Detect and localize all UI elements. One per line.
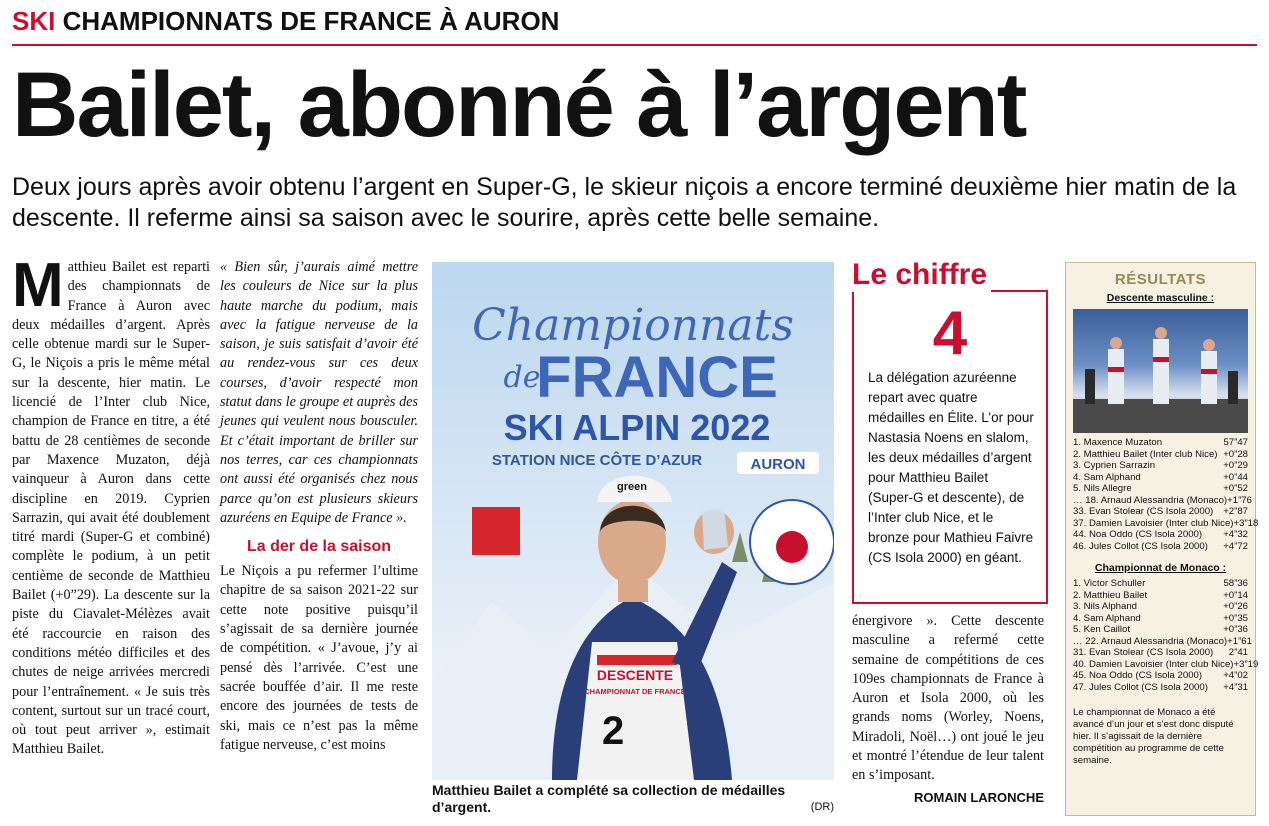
main-photo	[432, 262, 834, 780]
medal-trophy	[702, 507, 728, 550]
section-kicker	[12, 6, 559, 37]
banner-ski-alpin: SKI ALPIN 2022	[503, 407, 771, 448]
chiffre-text: La délégation azuréenne repart avec quatre médailles en Élite. L’or pour Nastasia Noens en slalom, les deux médailles d’argent pour Matthieu Bailet (Super-G et descente), de l’Inter club Nice, et le bronze pour Mathieu Faivre (CS Isola 2000) en géant.	[868, 370, 1034, 565]
skier-podium-illustration	[432, 262, 834, 780]
results-list-descente	[1073, 437, 1259, 552]
bib-championnat: CHAMPIONNAT DE FRANCE	[584, 687, 686, 696]
kicker-ski: SKI	[12, 6, 56, 36]
result-time: +0”28	[1223, 448, 1248, 460]
result-time: +4”32	[1223, 529, 1248, 540]
result-row	[1073, 613, 1248, 625]
result-time: 57”47	[1223, 437, 1248, 448]
result-row	[1073, 506, 1248, 518]
result-row	[1073, 460, 1248, 472]
photo-credit: (DR)	[810, 801, 834, 813]
result-name: 4. Sam Alphand	[1073, 471, 1141, 483]
result-name: 3. Nils Alphand	[1073, 601, 1137, 612]
cap-text: green	[617, 481, 647, 493]
result-time: +4”02	[1223, 670, 1248, 681]
headline: Bailet, abonné à l’argent	[12, 54, 1026, 156]
header-rule	[12, 44, 1257, 46]
results-note: Le championnat de Monaco a été avancé d’un jour et s’est donc disputé hier. Il s’agissait de la dernière compétition au programme de cette semaine.	[1073, 707, 1234, 766]
result-name: 44. Noa Oddo (CS Isola 2000)	[1073, 529, 1203, 540]
result-name: 2. Matthieu Bailet (Inter club Nice)	[1073, 448, 1218, 460]
result-name: 47. Jules Collot (CS Isola 2000)	[1073, 681, 1208, 693]
results-section-descente: Descente masculine :	[1106, 292, 1215, 304]
banner-station: STATION NICE CÔTE D’AZUR	[491, 452, 703, 469]
result-row	[1073, 590, 1248, 602]
banner-france: FRANCE	[536, 345, 778, 410]
banner-de: de	[503, 360, 541, 395]
result-row	[1073, 601, 1248, 613]
subhead: La der de la saison	[246, 538, 392, 556]
results-section-monaco: Championnat de Monaco :	[1094, 562, 1227, 574]
result-row	[1073, 658, 1259, 671]
result-time: +1”61	[1227, 635, 1252, 647]
result-row	[1073, 682, 1248, 694]
banner-auron: AURON	[750, 456, 806, 473]
result-time: +4”72	[1223, 540, 1248, 552]
result-time: +1”76	[1227, 494, 1252, 506]
result-time: +2”87	[1223, 506, 1248, 517]
result-row	[1073, 494, 1252, 507]
article-text-4: énergivore ». Cette descente masculine a refermé cette semaine de compétitions de ces 109es championnats de France à Auron et Isola 2000, où les grands noms (Worley, Noens, Miradoli, Noël…) ont joué le jeu et montré l’étendue de leur talent en s’imposant.	[852, 613, 1044, 784]
result-name: 31. Evan Stolear (CS Isola 2000)	[1073, 647, 1214, 658]
result-row	[1073, 647, 1248, 659]
results-title: RÉSULTATS	[1114, 271, 1207, 288]
chiffre-box	[852, 290, 1048, 604]
result-row	[1073, 472, 1248, 484]
result-name: 5. Nils Allegre	[1073, 483, 1132, 494]
result-row	[1073, 635, 1252, 648]
article-column-2	[220, 258, 418, 755]
result-time: +0”36	[1223, 624, 1248, 635]
result-time: +0”44	[1223, 471, 1248, 483]
result-name: 5. Ken Caillot	[1073, 624, 1131, 635]
result-name: 40. Damien Lavoisier (Inter club Nice)	[1073, 658, 1234, 670]
result-name: 37. Damien Lavoisier (Inter club Nice)	[1073, 517, 1234, 529]
result-name: 46. Jules Collot (CS Isola 2000)	[1073, 540, 1208, 552]
caption-text: Matthieu Bailet a complété sa collection de médailles d’argent.	[432, 782, 786, 815]
podium-photo	[1073, 309, 1248, 433]
result-row	[1073, 449, 1248, 461]
result-time: +4”31	[1223, 681, 1248, 693]
chiffre-title: Le chiffre	[852, 258, 991, 292]
result-name: 45. Noa Oddo (CS Isola 2000)	[1073, 670, 1203, 681]
result-row	[1073, 670, 1248, 682]
result-row	[1073, 517, 1259, 530]
result-name: … 18. Arnaud Alessandria (Monaco)	[1073, 494, 1228, 506]
result-name: 33. Evan Stolear (CS Isola 2000)	[1073, 506, 1214, 517]
article-text-1: atthieu Bailet est reparti des championnats de France à Auron avec deux médailles d’argent. Après celle obtenue mardi sur le Super-G, le Niçois a pris le même métal sur la descente, hier matin. Le licencié de l’Inter club Nice, champion de France en titre, a été battu de 28 centièmes de seconde par Maxence Muzaton, déjà vainqueur à Auron dans cette discipline en 2019. Cyprien Sarrazin, qui avait été doublement titré mardi (Super-G et combiné) complète le podium, à un petit centième de seconde de Matthieu Bailet (+0”29). La descente sur la piste du Ciavalet-Mélèzes avait été raccourcie en raison des conditions météo difficiles et des chutes de neige arrivées mercredi pour l’entraînement. « Je suis très content, surtout sur un tracé court, où tout peut arriver », estimait Matthieu Bailet.	[12, 259, 210, 758]
result-name: 3. Cyprien Sarrazin	[1073, 460, 1156, 471]
result-row	[1073, 578, 1248, 590]
result-row	[1073, 483, 1248, 495]
bib-number: 2	[602, 709, 625, 753]
article-column-1	[12, 251, 210, 760]
result-name: 4. Sam Alphand	[1073, 612, 1141, 624]
quote-text: « Bien sûr, j’aurais aimé mettre les couleurs de Nice sur la plus haute marche du podium, mais avec la fatigue nerveuse de la saison, je suis satisfait d’avoir été au rendez-vous sur ces deux courses, d’avoir respecté mon statut dans le groupe et auprès des jeunes qui veulent nous bousculer. Et c’était important de briller sur nos terres, car ces championnats ont aussi été organisés chez nous parce qu’on est plusieurs skieurs azuréens en Equipe de France ».	[220, 259, 418, 526]
result-time: +0”26	[1223, 601, 1248, 612]
chiffre-number: 4	[932, 299, 968, 368]
standfirst: Deux jours après avoir obtenu l’argent en Super-G, le skieur niçois a encore terminé deuxième hier matin de la descente. Il referme ainsi sa saison avec le sourire, après cette belle semaine.	[12, 173, 1237, 232]
result-time: +0”35	[1223, 612, 1248, 624]
results-list-monaco	[1073, 578, 1259, 693]
banner-championnats: Championnats	[472, 300, 794, 351]
result-time: +3”18	[1233, 517, 1259, 529]
result-name: … 22. Arnaud Alessandria (Monaco)	[1073, 635, 1228, 647]
result-time: 2”41	[1228, 647, 1248, 658]
kicker-title: CHAMPIONNATS DE FRANCE À AURON	[62, 6, 560, 36]
photo-caption	[432, 782, 834, 816]
result-name: 2. Matthieu Bailet	[1073, 589, 1148, 601]
article-text-2: Le Niçois a pu refermer l’ultime chapitre de sa saison 2021-22 sur cette note positive puisqu’il s’agissait de sa dernière journée de compétition. « J’avoue, j’y ai pensé dès l’arrivée. C’est une sacrée bouffée d’air. Il me reste encore des journées de tests de ski, mais ce n’est pas la même fatigue nerveuse, c’est moins	[220, 563, 418, 753]
dropcap: M	[12, 251, 64, 320]
result-row	[1073, 624, 1248, 636]
result-name: 1. Maxence Muzaton	[1073, 437, 1163, 448]
bib-descente: DESCENTE	[596, 667, 674, 683]
result-row	[1073, 541, 1248, 553]
podium-illustration	[1073, 309, 1248, 433]
result-time: +0”52	[1223, 483, 1248, 494]
result-time: 58”36	[1223, 578, 1248, 589]
result-time: +0”14	[1223, 589, 1248, 601]
results-box	[1065, 262, 1259, 816]
byline: ROMAIN LARONCHE	[914, 789, 1044, 805]
result-row	[1073, 529, 1248, 541]
result-name: 1. Victor Schuller	[1073, 578, 1146, 589]
result-row	[1073, 437, 1248, 449]
result-time: +0”29	[1223, 460, 1248, 471]
caisse-epargne-logo	[472, 507, 520, 555]
result-time: +3”19	[1233, 658, 1259, 670]
article-column-4	[852, 612, 1044, 807]
